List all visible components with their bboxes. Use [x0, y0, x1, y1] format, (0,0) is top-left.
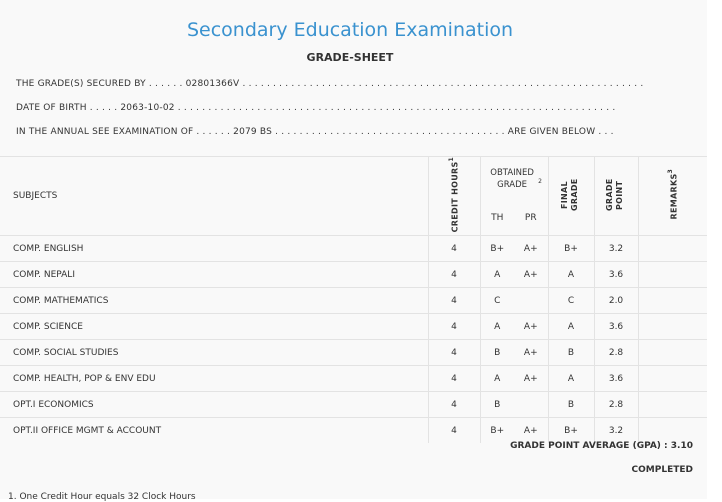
- subject-name: COMP. ENGLISH: [0, 236, 428, 262]
- exam-line: [16, 127, 614, 137]
- grade-point: 3.6: [594, 366, 638, 392]
- remarks: [638, 340, 707, 366]
- credit-hours-sup: 1: [448, 157, 456, 162]
- secured-by-dots: . . . . . . . . . . . . . . . . . . . . . . . . . . . . . . . . . . . . . . . . . . . . . . . . . . . . . . . . . . . . . . . . . .: [242, 79, 644, 89]
- subject-name: COMP. NEPALI: [0, 262, 428, 288]
- dob-label: DATE OF BIRTH . . . . .: [16, 103, 118, 113]
- remarks: [638, 262, 707, 288]
- obtained-grade-sup: 2: [538, 178, 542, 186]
- credit-hours: 4: [428, 418, 480, 444]
- grade-point: 3.6: [594, 262, 638, 288]
- th-header: TH: [480, 201, 514, 235]
- subject-name: COMP. HEALTH, POP & ENV EDU: [0, 366, 428, 392]
- grade-point-label: GRADE POINT: [605, 178, 625, 211]
- final-grade-label: FINAL GRADE: [560, 178, 580, 211]
- practical-grade: A+: [514, 236, 548, 262]
- table-row: [0, 392, 707, 418]
- credit-hours: 4: [428, 262, 480, 288]
- grades-table: [0, 156, 707, 443]
- subjects-header: SUBJECTS: [0, 157, 428, 236]
- dob-dots: . . . . . . . . . . . . . . . . . . . . . . . . . . . . . . . . . . . . . . . . . . . . . . . . . . . . . . . . . . . . . . . . . . . . . . . .: [177, 103, 616, 113]
- table-row: [0, 366, 707, 392]
- credit-hours: 4: [428, 236, 480, 262]
- practical-grade: A+: [514, 366, 548, 392]
- subject-name: OPT.II OFFICE MGMT & ACCOUNT: [0, 418, 428, 444]
- credit-hours-label: CREDIT HOURS: [450, 161, 460, 233]
- exam-label: IN THE ANNUAL SEE EXAMINATION OF . . . . . .: [16, 127, 231, 137]
- table-row: [0, 340, 707, 366]
- date-of-birth: 2063-10-02: [120, 103, 175, 113]
- secured-by-line: [16, 79, 643, 89]
- credit-hours: 4: [428, 314, 480, 340]
- table-row: [0, 314, 707, 340]
- remarks: [638, 314, 707, 340]
- final-grade: B+: [548, 418, 594, 444]
- grade-point: 3.2: [594, 236, 638, 262]
- theory-grade: B+: [480, 418, 514, 444]
- theory-grade: A: [480, 314, 514, 340]
- subject-name: COMP. MATHEMATICS: [0, 288, 428, 314]
- obtained-grade-header: [480, 157, 548, 202]
- credit-hours: 4: [428, 366, 480, 392]
- final-grade: A: [548, 262, 594, 288]
- theory-grade: B+: [480, 236, 514, 262]
- remarks-label: REMARKS: [669, 173, 679, 220]
- table-row: [0, 262, 707, 288]
- subject-name: COMP. SCIENCE: [0, 314, 428, 340]
- theory-grade: A: [480, 366, 514, 392]
- gpa-summary: GRADE POINT AVERAGE (GPA) : 3.10: [510, 441, 693, 451]
- grade-point: 3.2: [594, 418, 638, 444]
- practical-grade: [514, 288, 548, 314]
- exam-year: 2079 BS: [233, 127, 273, 137]
- table-row: [0, 236, 707, 262]
- table-row: [0, 418, 707, 444]
- grade-sheet-title: GRADE-SHEET: [306, 51, 394, 64]
- grade-point: 2.0: [594, 288, 638, 314]
- completion-status: COMPLETED: [631, 465, 693, 475]
- final-grade: B+: [548, 236, 594, 262]
- subject-name: COMP. SOCIAL STUDIES: [0, 340, 428, 366]
- theory-grade: C: [480, 288, 514, 314]
- credit-hours: 4: [428, 340, 480, 366]
- credit-hours: 4: [428, 288, 480, 314]
- theory-grade: B: [480, 392, 514, 418]
- subject-name: OPT.I ECONOMICS: [0, 392, 428, 418]
- table-row: [0, 288, 707, 314]
- theory-grade: B: [480, 340, 514, 366]
- final-grade: B: [548, 392, 594, 418]
- pr-header: PR: [524, 213, 537, 224]
- practical-grade: A+: [514, 262, 548, 288]
- table-header-row: [0, 157, 707, 202]
- footnote: 1. One Credit Hour equals 32 Clock Hours: [8, 492, 196, 502]
- final-grade: C: [548, 288, 594, 314]
- credit-hours-header: [428, 157, 480, 236]
- dob-line: [16, 103, 615, 113]
- exam-dots: . . . . . . . . . . . . . . . . . . . . . . . . . . . . . . . . . . . . . . ARE GIVEN BELOW . . .: [275, 127, 614, 137]
- obtained-grade-label: OBTAINED GRADE: [490, 168, 534, 191]
- remarks: [638, 392, 707, 418]
- remarks: [638, 366, 707, 392]
- grade-point-header: [594, 157, 638, 236]
- remarks: [638, 236, 707, 262]
- remarks: [638, 418, 707, 444]
- grade-point: 2.8: [594, 340, 638, 366]
- practical-grade: A+: [514, 418, 548, 444]
- remarks-sup: 3: [666, 169, 674, 174]
- theory-grade: A: [480, 262, 514, 288]
- final-grade: A: [548, 314, 594, 340]
- practical-grade: A+: [514, 340, 548, 366]
- final-grade: A: [548, 366, 594, 392]
- final-grade-header: [548, 157, 594, 236]
- symbol-number: 02801366V: [185, 79, 240, 89]
- final-grade: B: [548, 340, 594, 366]
- exam-title: Secondary Education Examination: [186, 19, 514, 41]
- grade-point: 3.6: [594, 314, 638, 340]
- credit-hours: 4: [428, 392, 480, 418]
- secured-by-label: THE GRADE(S) SECURED BY . . . . . .: [16, 79, 183, 89]
- practical-grade: A+: [514, 314, 548, 340]
- remarks: [638, 288, 707, 314]
- grade-point: 2.8: [594, 392, 638, 418]
- practical-grade: [514, 392, 548, 418]
- remarks-header: [638, 157, 707, 236]
